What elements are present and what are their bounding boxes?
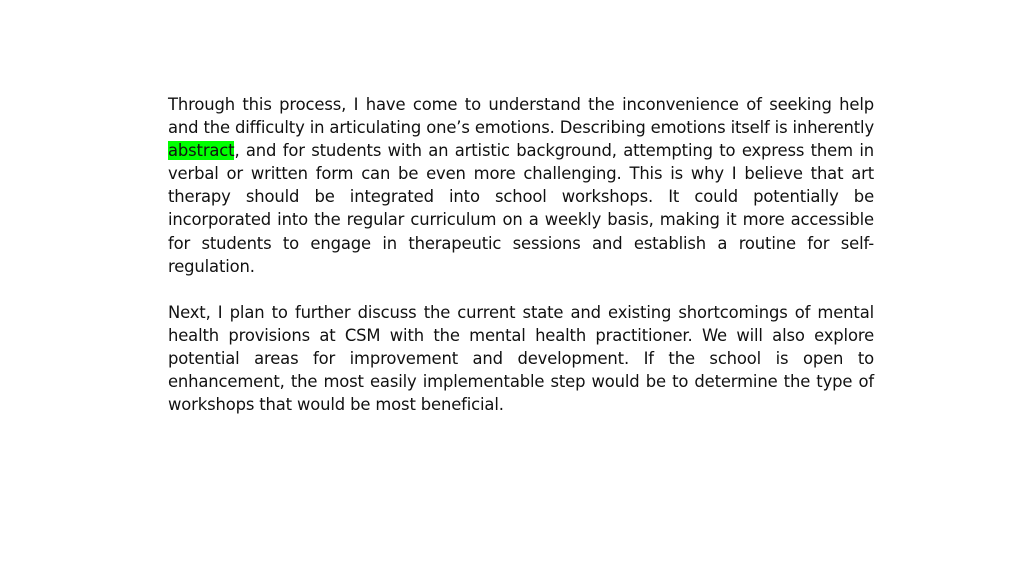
paragraph-1-text-start: Through this process, I have come to understand the inconvenience of seeking help and the difficulty in articulating one’s emotions. Describing emotions itself is inherently <box>168 95 874 138</box>
highlighted-word: abstract <box>168 141 235 161</box>
paragraph-1-text-end: , and for students with an artistic background, attempting to express them in verbal or written form can be even more challenging. This is why I believe that art therapy should be integrated into school workshops. It could potentially be incorporated into the regular curriculum on a weekly basis, making it more accessible for students to engage in therapeutic sessions and establish a routine for self-regulation. <box>168 141 874 276</box>
paragraph-2: Next, I plan to further discuss the current state and existing shortcomings of mental health provisions at CSM with the mental health practitioner. We will also explore potential areas for improvement and development. If the school is open to enhancement, the most easily implementable step would be to determine the type of workshops that would be most beneficial. <box>168 302 874 415</box>
body-text <box>168 93 874 416</box>
paragraph-1 <box>168 93 874 278</box>
